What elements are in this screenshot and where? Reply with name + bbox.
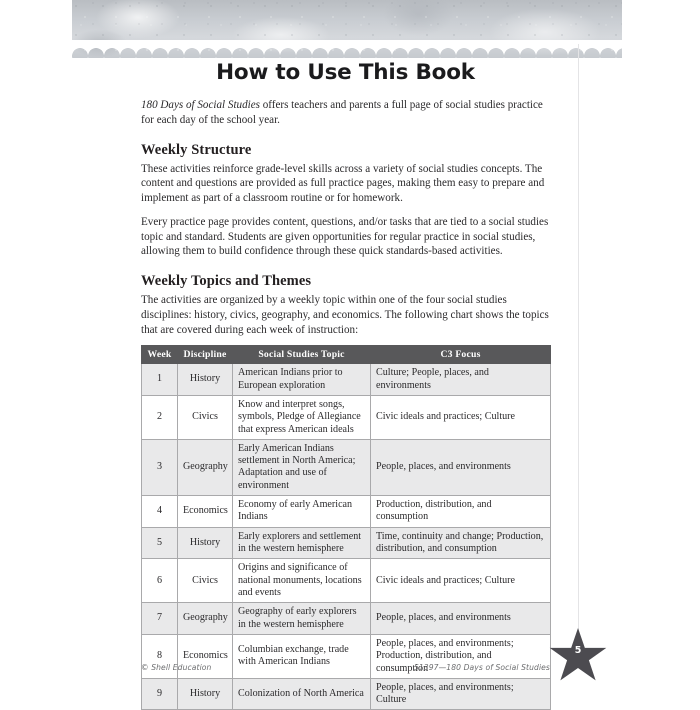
cell-week: 5	[142, 527, 178, 559]
cell-discipline: History	[178, 364, 233, 396]
column-header-focus: C3 Focus	[371, 346, 551, 364]
right-margin-rule	[578, 44, 579, 639]
table-header-row	[142, 346, 551, 364]
cell-focus: People, places, and environments	[371, 439, 551, 495]
table-row	[142, 496, 551, 528]
torn-edge-mask	[72, 40, 622, 60]
table-row	[142, 527, 551, 559]
weekly-structure-paragraph-1: These activities reinforce grade-level skills across a variety of social studies concepts. The content and questions are provided as full practice pages, making them easy to prepare and implement as part of a classroom routine or for homework.	[141, 162, 545, 204]
cell-topic: Economy of early American Indians	[233, 496, 371, 528]
cell-week: 4	[142, 496, 178, 528]
cell-focus: People, places, and environments	[371, 603, 551, 635]
table-row	[142, 559, 551, 603]
cell-week: 7	[142, 603, 178, 635]
table-body	[142, 364, 551, 710]
cell-topic: Early explorers and settlement in the western hemisphere	[233, 527, 371, 559]
cell-discipline: Geography	[178, 603, 233, 635]
cell-discipline: Economics	[178, 496, 233, 528]
cell-discipline: Geography	[178, 439, 233, 495]
star-icon	[549, 628, 607, 684]
cell-focus: Production, distribution, and consumption	[371, 496, 551, 528]
cell-focus: Culture; People, places, and environments	[371, 364, 551, 396]
cell-topic: Colonization of North America	[233, 678, 371, 710]
section-heading-weekly-structure: Weekly Structure	[141, 141, 252, 158]
page-number-star-marker	[549, 628, 607, 684]
cell-discipline: History	[178, 678, 233, 710]
weekly-topics-paragraph-1: The activities are organized by a weekly topic within one of the four social studies disciplines: history, civics, geography, and economics. The following chart shows the topics that are covered during each week of instruction:	[141, 294, 549, 336]
cell-topic: American Indians prior to European exploration	[233, 364, 371, 396]
cell-week: 2	[142, 395, 178, 439]
column-header-week: Week	[142, 346, 178, 364]
page-title: How to Use This Book	[216, 60, 475, 85]
page-content	[141, 60, 550, 710]
footer-reference: 51397—180 Days of Social Studies	[413, 663, 550, 672]
torn-paper-header-band	[0, 0, 700, 62]
cell-week: 9	[142, 678, 178, 710]
cell-week: 1	[142, 364, 178, 396]
table-row	[142, 395, 551, 439]
footer-copyright: © Shell Education	[141, 663, 212, 672]
page-footer	[141, 663, 550, 672]
cell-week: 6	[142, 559, 178, 603]
book-title-italic: 180 Days of Social Studies	[141, 99, 260, 111]
table-row	[142, 678, 551, 710]
cell-topic: Origins and significance of national monuments, locations and events	[233, 559, 371, 603]
column-header-topic: Social Studies Topic	[233, 346, 371, 364]
cell-focus: People, places, and environments; Production, distribution, and consumption	[371, 634, 551, 678]
cell-topic: Know and interpret songs, symbols, Pledge of Allegiance that express American ideals	[233, 395, 371, 439]
cell-discipline: Civics	[178, 395, 233, 439]
cell-focus: Civic ideals and practices; Culture	[371, 559, 551, 603]
cell-discipline: Civics	[178, 559, 233, 603]
cell-focus: Civic ideals and practices; Culture	[371, 395, 551, 439]
cell-topic: Geography of early explorers in the western hemisphere	[233, 603, 371, 635]
table-row	[142, 603, 551, 635]
table-row	[142, 439, 551, 495]
intro-paragraph	[141, 98, 550, 128]
cell-focus: Time, continuity and change; Production, distribution, and consumption	[371, 527, 551, 559]
weekly-topics-table	[141, 345, 551, 710]
table-row	[142, 364, 551, 396]
cell-focus: People, places, and environments; Culture	[371, 678, 551, 710]
cell-week: 3	[142, 439, 178, 495]
section-heading-weekly-topics: Weekly Topics and Themes	[141, 273, 312, 289]
table-header	[142, 346, 551, 364]
page-number: 5	[574, 645, 582, 656]
cell-discipline: History	[178, 527, 233, 559]
intro-rest: offers teachers and parents a full page of social studies practice for each day of the school year.	[141, 99, 543, 126]
cell-week: 8	[142, 634, 178, 678]
cell-topic: Columbian exchange, trade with American Indians	[233, 634, 371, 678]
column-header-discipline: Discipline	[178, 346, 233, 364]
cell-discipline: Economics	[178, 634, 233, 678]
weekly-structure-paragraph-2: Every practice page provides content, questions, and/or tasks that are tied to a social studies topic and standard. Students are given opportunities for regular practice in social studies, allowing them to build confidence through these quick standards-based activities.	[141, 215, 549, 258]
cell-topic: Early American Indians settlement in North America; Adaptation and use of environment	[233, 439, 371, 495]
